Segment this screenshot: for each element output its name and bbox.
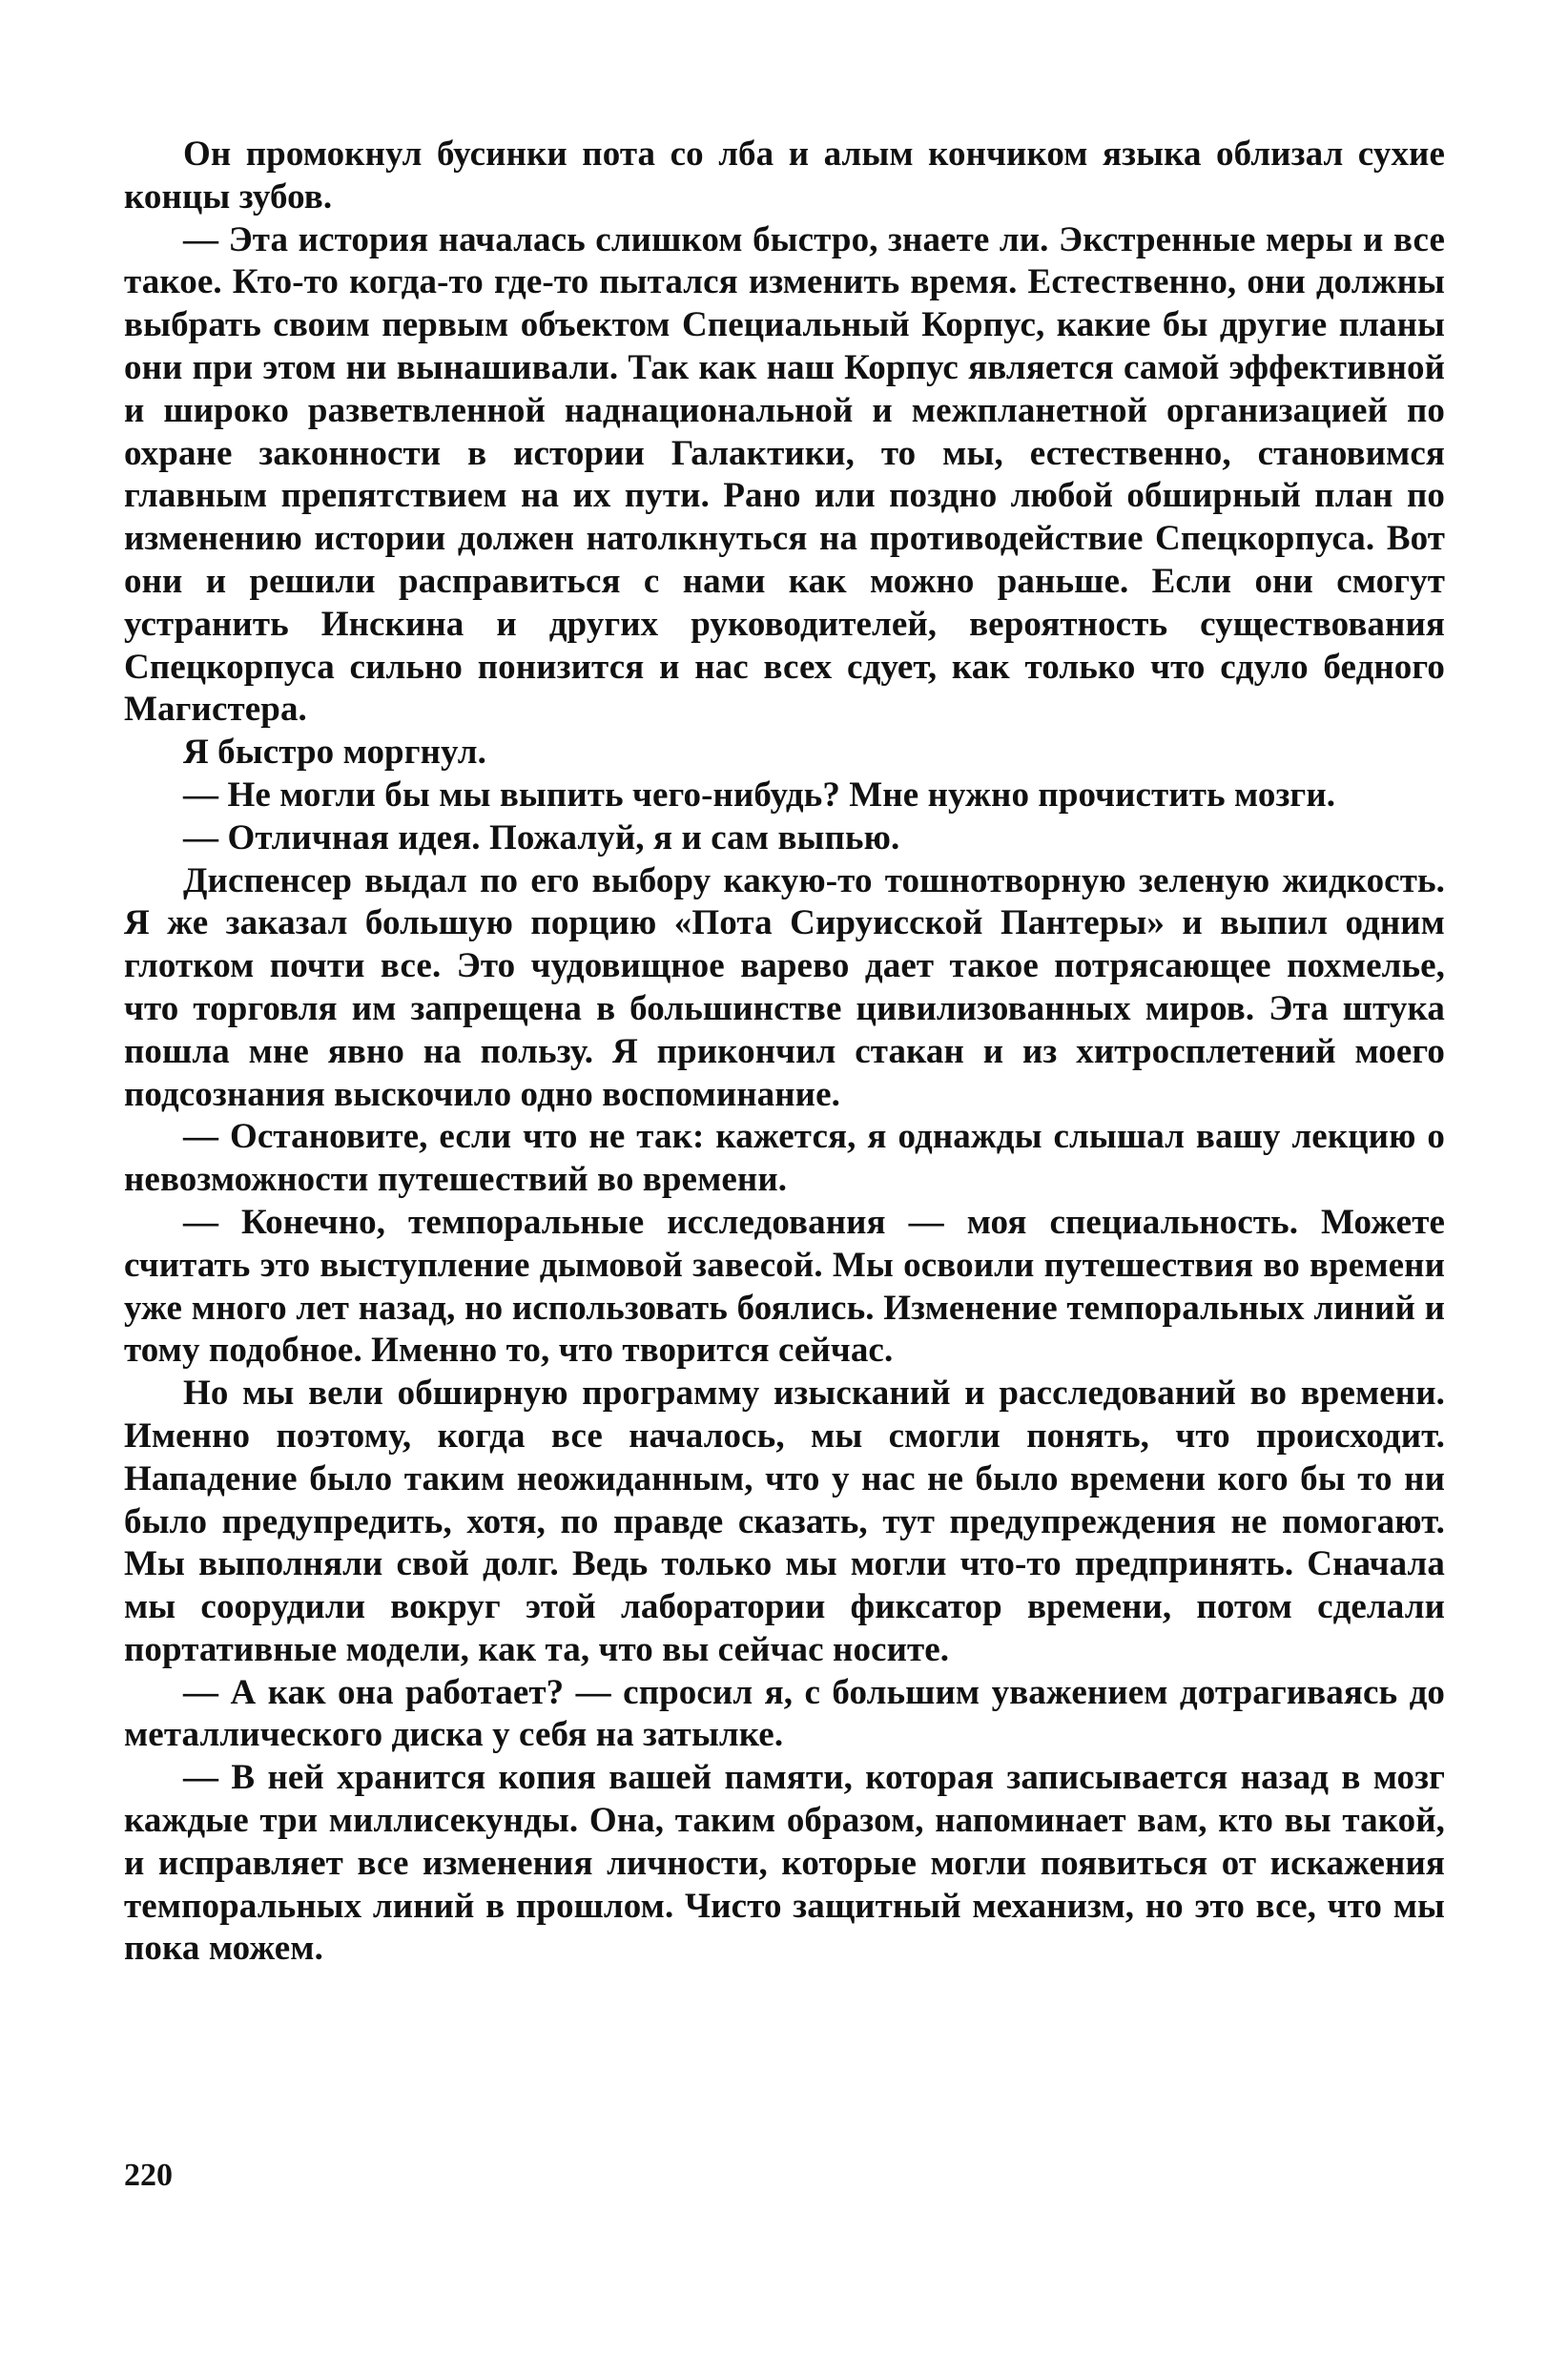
paragraph: — Эта история началась слишком быстро, знаете ли. Экстренные меры и все такое. Кто-то когда-то где-то пытался изменить время. Естественно, они должны выбрать своим первым объектом Специальный Корпус, какие бы другие планы они при этом ни вынашивали. Так как наш Корпус является самой эффективной и широко разветвленной наднациональной и межпланетной организацией по охране законности в истории Галактики, то мы, естественно, становимся главным препятствием на их пути. Рано или поздно любой обширный план по изменению истории должен натолкнуться на противодействие Спецкорпуса. Вот они и решили расправиться с нами как можно раньше. Если они смогут устранить Инскина и других руководителей, вероятность существования Спецкорпуса сильно понизится и нас всех сдует, как только что сдуло бедного Магистера. [124, 219, 1445, 730]
page-number: 220 [124, 2158, 173, 2193]
page-body [124, 134, 1445, 1971]
paragraph: Диспенсер выдал по его выбору какую-то тошнотворную зеленую жидкость. Я же заказал большую порцию «Пота Сируисской Пантеры» и выпил одним глотком почти все. Это чудовищное варево дает такое потрясающее похмелье, что торговля им запрещена в большинстве цивилизованных миров. Эта штука пошла мне явно на пользу. Я прикончил стакан и из хитросплетений моего подсознания выскочило одно воспоминание. [124, 860, 1445, 1114]
paragraph: — Остановите, если что не так: кажется, я однажды слышал вашу лекцию о невозможности путешествий во времени. [124, 1117, 1445, 1200]
paragraph: Я быстро моргнул. [183, 733, 486, 773]
paragraph: Но мы вели обширную программу изысканий и расследований во времени. Именно поэтому, когда все началось, мы смогли понять, что происходит. Нападение было таким неожиданным, что у нас не было времени кого бы то ни было предупредить, хотя, по правде сказать, тут предупреждения не помогают. Мы выполняли свой долг. Ведь только мы могли что-то предпринять. Сначала мы соорудили вокруг этой лаборатории фиксатор времени, потом сделали портативные модели, как та, что вы сейчас носите. [124, 1374, 1445, 1669]
paragraph: — В ней хранится копия вашей памяти, которая записывается назад в мозг каждые три миллисекунды. Она, таким образом, напоминает вам, кто вы такой, и исправляет все изменения личности, которые могли появиться от искажения темпоральных линий в прошлом. Чисто защитный механизм, но это все, что мы пока можем. [124, 1758, 1445, 1969]
paragraph: Он промокнул бусинки пота со лба и алым кончиком языка облизал сухие концы зубов. [124, 134, 1445, 217]
paragraph: — Не могли бы мы выпить чего-нибудь? Мне нужно прочистить мозги. [183, 775, 1336, 815]
paragraph: — А как она работает? — спросил я, с большим уважением дотрагиваясь до металлического диска у себя на затылке. [124, 1672, 1445, 1755]
paragraph: — Отличная идея. Пожалуй, я и сам выпью. [183, 817, 900, 858]
paragraph: — Конечно, темпоральные исследования — моя специальность. Можете считать это выступление дымовой завесой. Мы освоили путешествия во времени уже много лет назад, но использовать боялись. Изменение темпоральных линий и тому подобное. Именно то, что творится сейчас. [124, 1202, 1445, 1371]
